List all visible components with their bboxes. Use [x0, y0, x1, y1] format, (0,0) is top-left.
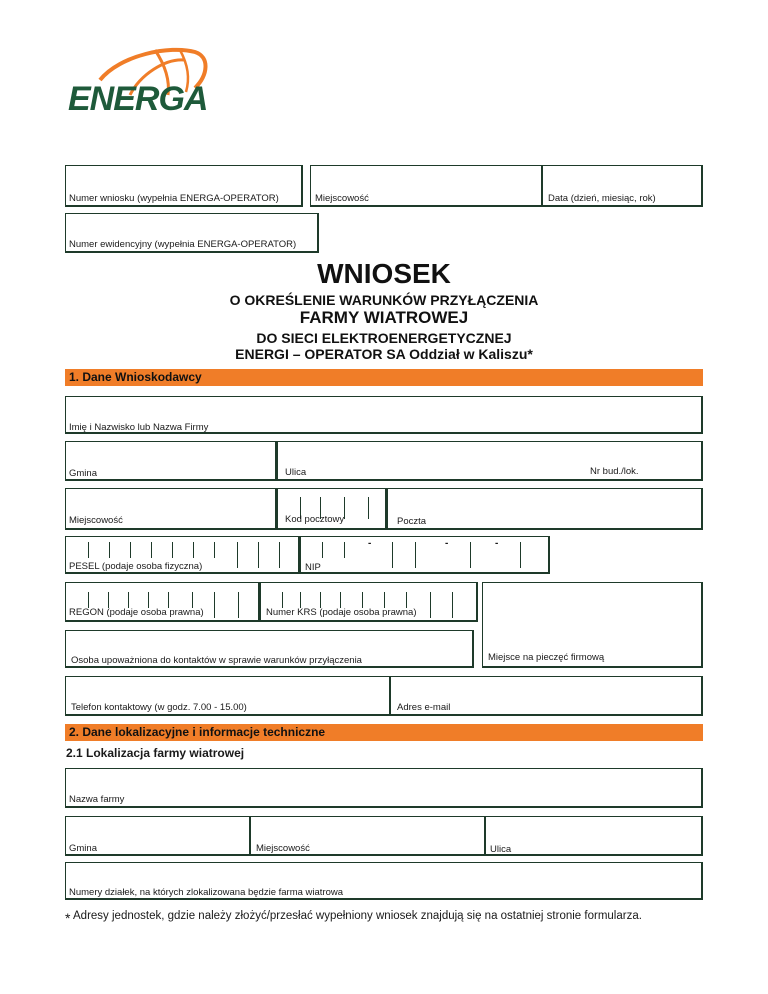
label-miejscowosc: Miejscowość [69, 515, 123, 526]
footnote-mark: * [65, 910, 71, 926]
label-ulica: Ulica [285, 467, 307, 478]
field-nip[interactable] [300, 536, 550, 574]
field-nazwa-farmy[interactable] [65, 768, 703, 808]
footnote-text: Adresy jednostek, gdzie należy złożyć/przesłać wypełniony wniosek znajdują się na ostatniej stronie formularza. [73, 910, 642, 922]
label-dzialki: Numery działek, na których zlokalizowana będzie farma wiatrowa [69, 887, 344, 898]
label-poczta: Poczta [397, 516, 427, 527]
label-data: Data (dzień, miesiąc, rok) [548, 193, 656, 204]
label-pesel: PESEL (podaje osoba fizyczna) [69, 561, 203, 572]
field-ulica-farmy[interactable] [485, 816, 703, 856]
section2-subtitle: 2.1 Lokalizacja farmy wiatrowej [66, 746, 245, 760]
heading-line2: FARMY WIATROWEJ [299, 308, 469, 327]
label-ulica-farmy: Ulica [490, 844, 512, 855]
field-poczta[interactable] [387, 488, 703, 530]
label-imie: Imię i Nazwisko lub Nazwa Firmy [69, 422, 209, 433]
label-numer-wniosku: Numer wniosku (wypełnia ENERGA-OPERATOR) [69, 193, 279, 204]
heading-line3: DO SIECI ELEKTROENERGETYCZNEJ [256, 330, 512, 346]
label-telefon: Telefon kontaktowy (w godz. 7.00 - 15.00) [71, 702, 247, 713]
label-gmina: Gmina [69, 468, 97, 479]
section1-title: 1. Dane Wnioskodawcy [69, 370, 202, 384]
page-title: WNIOSEK [317, 258, 451, 289]
label-pieczec: Miejsce na pieczęć firmową [488, 652, 605, 663]
label-gmina-farmy: Gmina [69, 843, 97, 854]
field-ulica[interactable] [277, 441, 703, 481]
label-nip: NIP [305, 562, 321, 573]
label-regon: REGON (podaje osoba prawna) [69, 607, 204, 618]
label-nazwa-farmy: Nazwa farmy [69, 794, 125, 805]
label-email: Adres e-mail [397, 702, 451, 713]
section2-header [65, 724, 703, 741]
label-kod-pocztowy: Kod pocztowy [285, 514, 345, 525]
heading-line4: ENERGI – OPERATOR SA Oddział w Kaliszu* [235, 346, 533, 362]
logo-text: ENERGA [68, 80, 208, 118]
section1-header [65, 369, 703, 386]
label-miejscowosc-top: Miejscowość [315, 193, 369, 204]
energa-logo [60, 40, 230, 125]
label-osoba: Osoba upoważniona do kontaktów w sprawie warunków przyłączenia [71, 655, 362, 666]
footnote [65, 910, 642, 926]
label-krs: Numer KRS (podaje osoba prawna) [266, 607, 417, 618]
label-nr-bud: Nr bud./lok. [590, 466, 639, 477]
label-miejscowosc-farmy: Miejscowość [256, 843, 310, 854]
section2-title: 2. Dane lokalizacyjne i informacje techniczne [69, 725, 326, 739]
heading-line1: O OKREŚLENIE WARUNKÓW PRZYŁĄCZENIA [229, 292, 539, 308]
label-numer-ewidencyjny: Numer ewidencyjny (wypełnia ENERGA-OPERATOR) [69, 239, 297, 250]
